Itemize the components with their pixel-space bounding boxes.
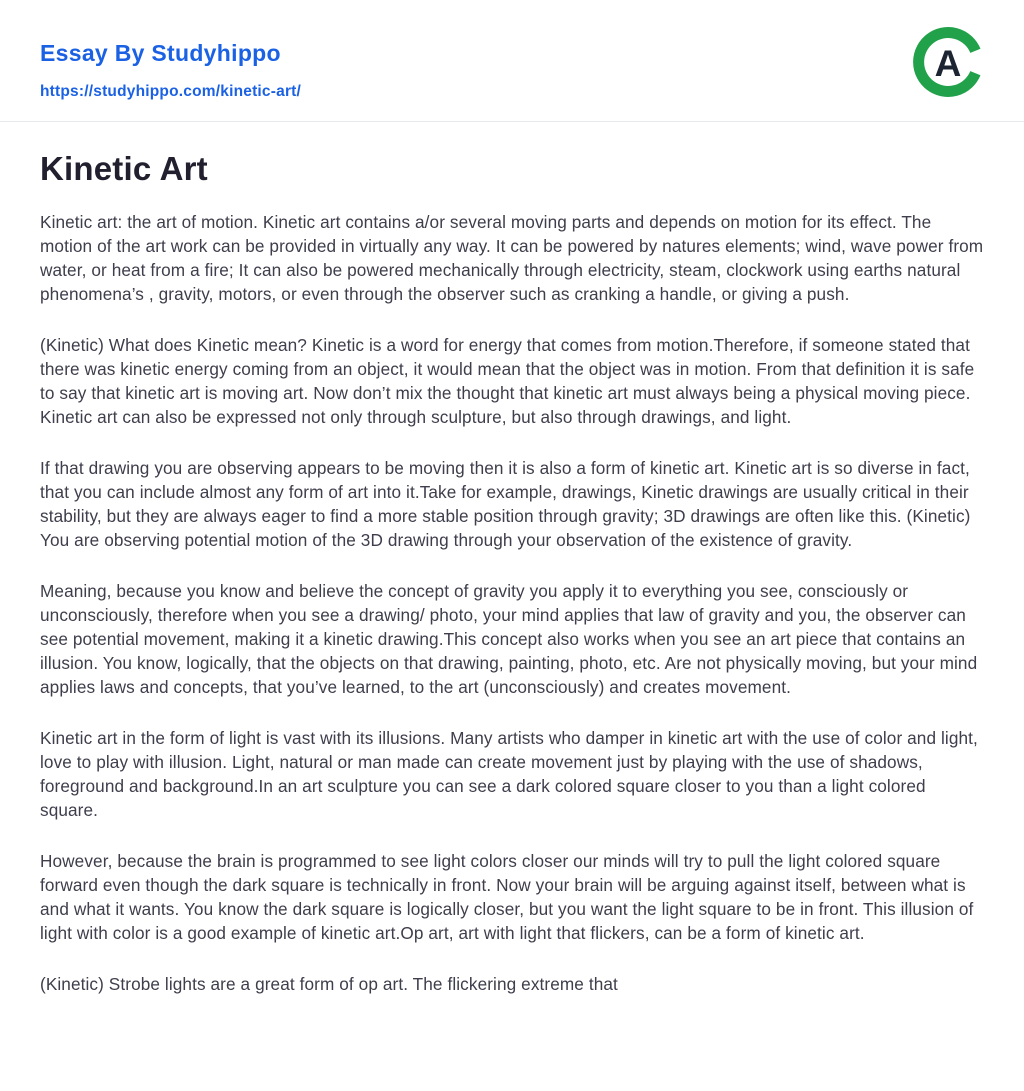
site-title: Essay By Studyhippo [40, 40, 281, 66]
article-paragraph: Kinetic art in the form of light is vast with its illusions. Many artists who damper in kinetic art with the use of color and light, love to play with illusion. Light, natural or man made can create movement just by playing with the use of shadows, foreground and background.In an art sculpture you can see a dark colored square closer to you than a light colored square. [40, 728, 978, 820]
svg-text:A: A [934, 43, 962, 84]
article-paragraph: (Kinetic) Strobe lights are a great form of op art. The flickering extreme that [40, 974, 618, 994]
studyhippo-logo[interactable] [910, 24, 986, 100]
article-paragraph: If that drawing you are observing appears to be moving then it is also a form of kinetic art. Kinetic art is so diverse in fact, that you can include almost any form of art into it.Take for example, drawings, Kinetic drawings are usually critical in their stability, but they are always eager to find a more stable position through gravity; 3D drawings are often like this. (Kinetic) You are observing potential motion of the 3D drawing through your observation of the existence of gravity. [40, 458, 971, 550]
article-paragraph: (Kinetic) What does Kinetic mean? Kinetic is a word for energy that comes from motion.Therefore, if someone stated that there was kinetic energy coming from an object, it would mean that the object was in motion. From that definition it is safe to say that kinetic art is moving art. Now don’t mix the thought that kinetic art must always being a physical moving piece. Kinetic art can also be expressed not only through sculpture, but also through drawings, and light. [40, 335, 975, 427]
article-body [40, 210, 984, 996]
article-paragraph: Kinetic art: the art of motion. Kinetic art contains a/or several moving parts and depends on motion for its effect. The motion of the art work can be provided in virtually any way. It can be powered by natures elements; wind, wave power from water, or heat from a fire; It can also be powered mechanically through electricity, steam, clockwork using earths natural phenomena’s , gravity, motors, or even through the observer such as cranking a handle, or giving a push. [40, 212, 984, 304]
article-paragraph: However, because the brain is programmed to see light colors closer our minds will try to pull the light colored square forward even though the dark square is technically in front. Now your brain will be arguing against itself, between what is and what it wants. You know the dark square is logically closer, but you want the light square to be in front. This illusion of light with color is a good example of kinetic art.Op art, art with light that flickers, can be a form of kinetic art. [40, 851, 974, 943]
page-header [0, 0, 1024, 121]
article [0, 122, 1024, 1053]
studyhippo-logo-icon [910, 24, 986, 100]
article-paragraph: Meaning, because you know and believe the concept of gravity you apply it to everything you see, consciously or unconsciously, therefore when you see a drawing/ photo, your mind applies that law of gravity and you, the observer can see potential movement, making it a kinetic drawing.This concept also works when you see an art piece that contains an illusion. You know, logically, that the objects on that drawing, painting, photo, etc. Are not physically moving, but your mind applies laws and concepts, that you’ve learned, to the art (unconsciously) and creates movement. [40, 581, 978, 697]
article-title: Kinetic Art [40, 150, 208, 187]
source-url-link[interactable]: https://studyhippo.com/kinetic-art/ [40, 83, 302, 100]
header-text-block [40, 24, 301, 101]
